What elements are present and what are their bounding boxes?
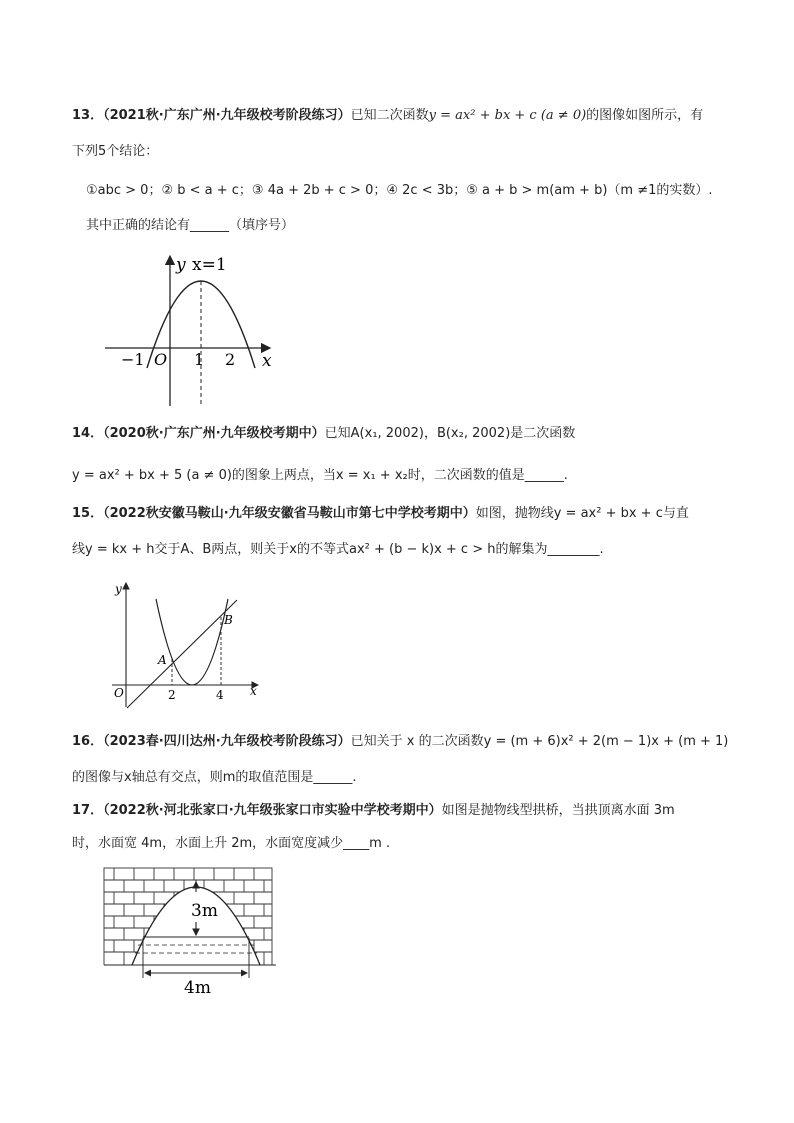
q15-line1: [72, 504, 732, 524]
q13-stem-a: 已知二次函数: [350, 108, 429, 123]
q15-graph: [100, 575, 270, 715]
q14-source: （2020秋·广东广州·九年级校考期中）: [103, 426, 325, 441]
q16-stem: 已知关于 x 的二次函数y = (m + 6)x² + 2(m − 1)x + (m + 1): [350, 734, 729, 749]
q17-source: （2022秋·河北张家口·九年级张家口市实验中学校考期中）: [103, 803, 442, 818]
q17-number: 17．: [72, 803, 104, 818]
q13-graph: [95, 248, 285, 408]
q13-tick-1: 1: [194, 350, 205, 369]
width-label: 4m: [184, 978, 211, 997]
q13-ask: 其中正确的结论有______（填序号）: [86, 218, 295, 233]
q15-line2: 线y = kx + h交于A、B两点，则关于x的不等式ax² + (b − k)x + c > h的解集为________.: [72, 542, 604, 557]
q15-tick-2: 2: [168, 688, 176, 702]
q15-y-label: y: [115, 582, 122, 596]
q13-x-label: x: [262, 351, 272, 371]
q17-stem: 如图是抛物线型拱桥，当拱顶离水面 3m: [441, 803, 675, 818]
q13-line2: 下列5个结论：: [72, 144, 159, 159]
q13-number: 13．: [72, 108, 104, 123]
q13-tick-neg1: −1: [121, 350, 145, 369]
q15-tick-4: 4: [216, 688, 224, 702]
q13-line1: [72, 106, 732, 126]
q14-number: 14．: [72, 426, 104, 441]
q13-tick-2: 2: [225, 350, 236, 369]
q15-stem: 如图，抛物线y = ax² + bx + c与直: [475, 506, 689, 521]
q16-source: （2023春·四川达州·九年级校考阶段练习）: [103, 734, 351, 749]
q13-stem-b: 的图像如图所示，有: [586, 108, 704, 123]
q15-number: 15．: [72, 506, 104, 521]
q15-source: （2022秋安徽马鞍山·九年级安徽省马鞍山市第七中学校考期中）: [103, 506, 476, 521]
q15-point-a: A: [158, 653, 167, 667]
q17-line2: 时，水面宽 4m，水面上升 2m，水面宽度减少____m .: [72, 836, 391, 851]
q13-function: y = ax² + bx + c (a ≠ 0): [428, 108, 587, 123]
q16-line2: 的图像与x轴总有交点，则m的取值范围是______.: [72, 770, 357, 785]
q14-line1: [72, 424, 732, 444]
q15-x-label: x: [250, 684, 257, 698]
q14-stem: 已知A(x₁, 2002)，B(x₂, 2002)是二次函数: [324, 426, 576, 441]
q13-axis-eq: x=1: [192, 255, 227, 275]
q14-line2: y = ax² + bx + 5 (a ≠ 0)的图象上两点，当x = x₁ + x₂时，二次函数的值是______.: [72, 468, 568, 483]
q13-y-label: y: [176, 255, 186, 275]
q16-line1: [72, 732, 732, 752]
height-label: 3m: [191, 901, 218, 921]
q13-conclusions: ①abc > 0；② b < a + c；③ 4a + 2b + c > 0；④ 2c < 3b；⑤ a + b > m(am + b)（m ≠1的实数）.: [86, 183, 713, 198]
q15-point-b: B: [224, 613, 233, 627]
q15-origin: O: [114, 686, 124, 700]
q13-origin: O: [154, 350, 168, 369]
q15-parabola: [156, 599, 228, 685]
q16-number: 16．: [72, 734, 104, 749]
q17-bridge-figure: [100, 862, 280, 997]
q13-source: （2021秋·广东广州·九年级校考阶段练习）: [103, 108, 351, 123]
brick-wall: [104, 868, 272, 965]
q17-line1: [72, 801, 732, 821]
